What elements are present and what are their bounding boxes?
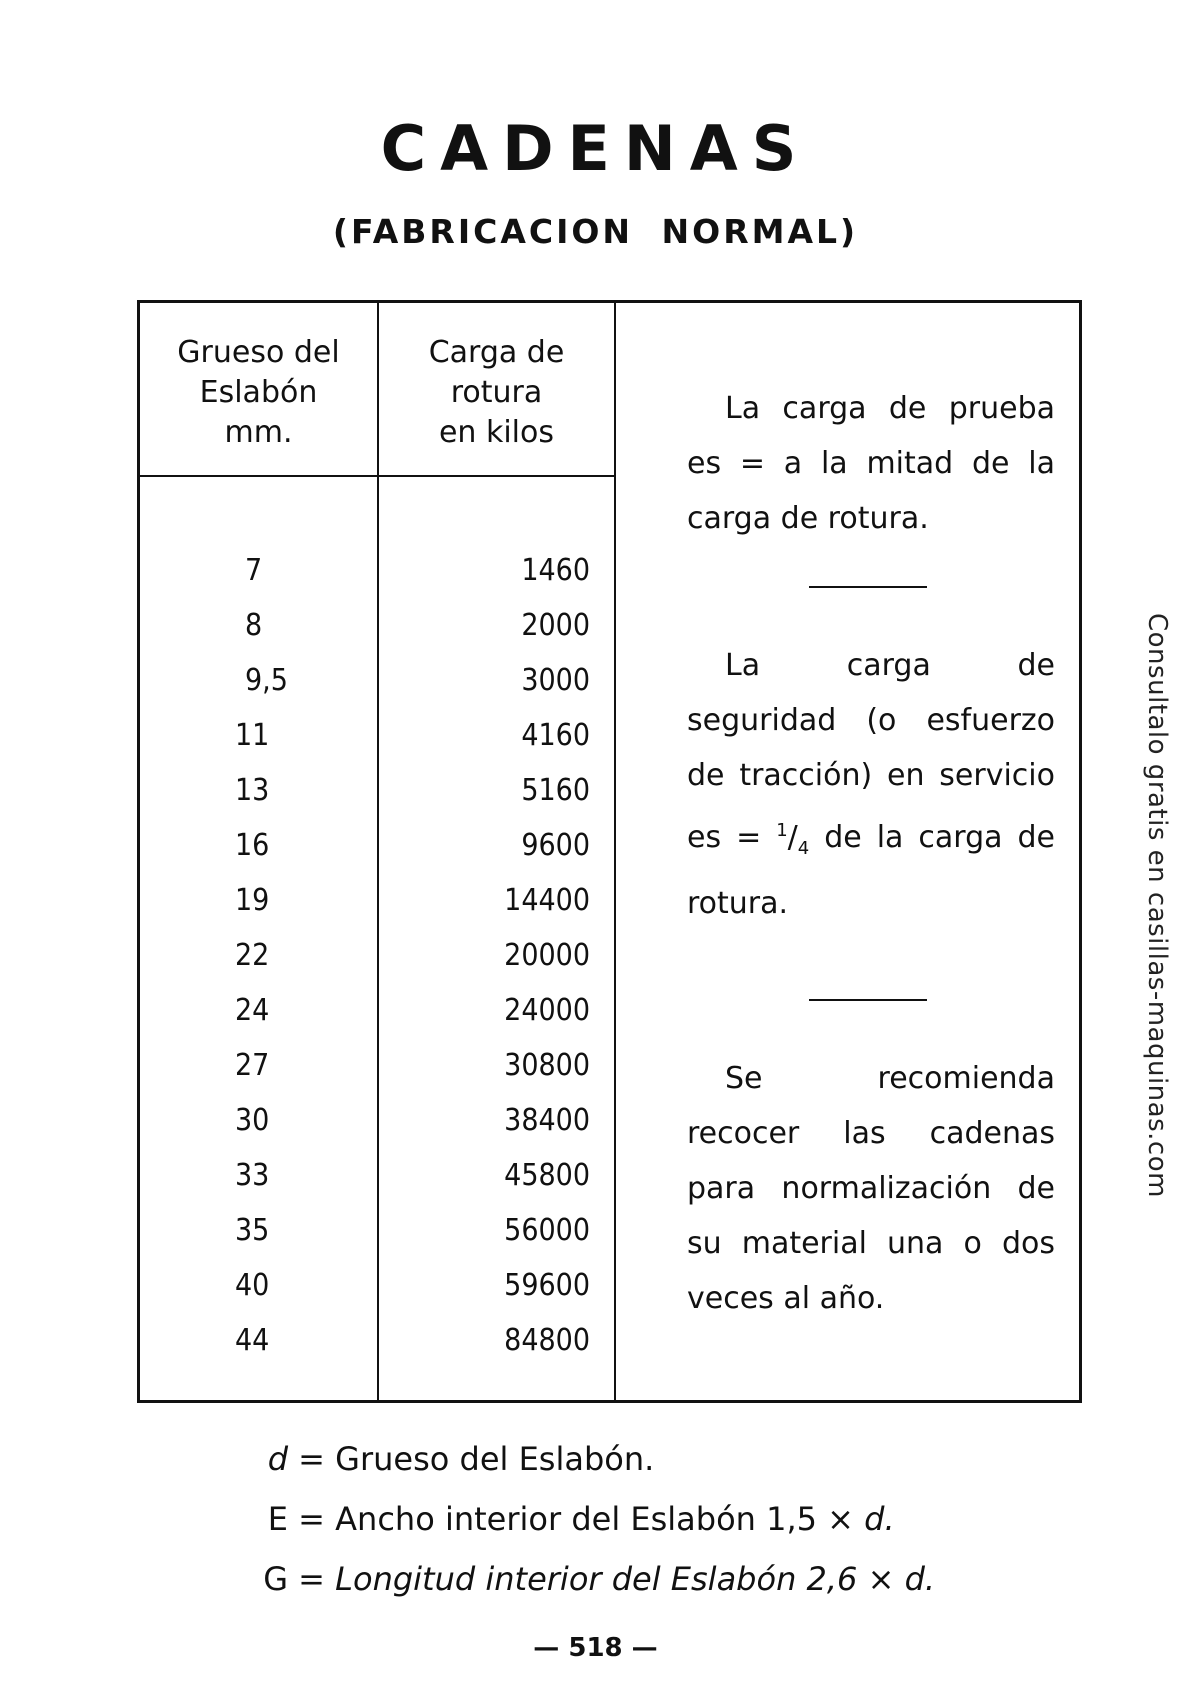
- header-carga-line: rotura: [450, 375, 543, 410]
- grueso-value: 19: [235, 883, 270, 918]
- carga-value: 20000: [504, 938, 590, 973]
- side-watermark: Consultalo gratis en casillas-maquinas.com: [1142, 613, 1172, 1198]
- carga-value: 14400: [504, 883, 590, 918]
- grueso-value: 35: [235, 1213, 270, 1248]
- header-divider: [140, 475, 616, 477]
- footer-variable: d.: [904, 1560, 936, 1598]
- grueso-value: 30: [235, 1103, 270, 1138]
- chain-table: [137, 300, 1082, 1403]
- header-carga-line: en kilos: [438, 415, 555, 450]
- grueso-value: 8: [245, 608, 263, 643]
- footer-text: = Ancho interior del Eslabón 1,5 ×: [298, 1500, 865, 1538]
- note-seguridad: La carga de seguridad (o esfuerzo de tracción) en servicio es = $^1/_4$ de la carga de rotura.: [687, 648, 1055, 921]
- page-subtitle: (FABRICACION NORMAL): [332, 212, 859, 251]
- header-carga: [379, 333, 614, 453]
- footer-definition-g: [248, 1560, 935, 1598]
- page-number: — 518 —: [533, 1633, 658, 1663]
- carga-value: 56000: [504, 1213, 590, 1248]
- carga-value: 2000: [521, 608, 590, 643]
- note-seguridad-text-end: de la carga de rotura.: [687, 820, 1055, 921]
- grueso-value: 27: [235, 1048, 270, 1083]
- footer-text: = Grueso del Eslabón.: [298, 1440, 655, 1478]
- carga-column: [460, 543, 590, 1368]
- grueso-value: 9,5: [245, 663, 288, 698]
- carga-value: 4160: [521, 718, 590, 753]
- footer-symbol: G: [263, 1560, 288, 1598]
- carga-value: 45800: [504, 1158, 590, 1193]
- grueso-value: 16: [235, 828, 270, 863]
- fraction-numerator: 1: [776, 820, 788, 841]
- carga-value: 3000: [521, 663, 590, 698]
- header-grueso-line: Grueso del: [177, 335, 340, 370]
- notes-column: [687, 381, 1055, 1326]
- footer-variable: d.: [864, 1500, 895, 1538]
- footer-symbol: d: [267, 1440, 288, 1478]
- carga-value: 30800: [504, 1048, 590, 1083]
- grueso-value: 7: [245, 553, 263, 588]
- carga-value: 38400: [504, 1103, 590, 1138]
- carga-value: 9600: [521, 828, 590, 863]
- grueso-value: 33: [235, 1158, 270, 1193]
- carga-value: 84800: [504, 1323, 590, 1358]
- carga-value: 1460: [521, 553, 590, 588]
- grueso-value: 44: [235, 1323, 270, 1358]
- carga-value: 24000: [504, 993, 590, 1028]
- note-recocer: Se recomienda recocer las cadenas para normalización de su material una o dos veces al año.: [687, 1061, 1055, 1316]
- grueso-value: 24: [235, 993, 270, 1028]
- column-divider-1: [377, 303, 379, 1400]
- grueso-value: 22: [235, 938, 270, 973]
- note-prueba: La carga de prueba es = a la mitad de la carga de rotura.: [687, 391, 1055, 536]
- footer-text: = Longitud interior del Eslabón 2,6 ×: [298, 1560, 905, 1598]
- grueso-value: 40: [235, 1268, 270, 1303]
- footer-symbol: E: [267, 1500, 288, 1538]
- carga-value: 5160: [521, 773, 590, 808]
- header-carga-line: Carga de: [428, 335, 565, 370]
- carga-value: 59600: [504, 1268, 590, 1303]
- note-seguridad-text: La carga de seguridad (o esfuerzo de tracción) en servicio es =: [687, 648, 1055, 855]
- grueso-column: [235, 543, 315, 1368]
- page-title: CADENAS: [380, 112, 811, 185]
- header-grueso-line: mm.: [224, 415, 293, 450]
- footer-definition-e: [248, 1500, 895, 1538]
- column-divider-2: [614, 303, 616, 1400]
- fraction-denominator: 4: [797, 838, 810, 859]
- grueso-value: 11: [235, 718, 270, 753]
- grueso-value: 13: [235, 773, 270, 808]
- header-grueso-line: Eslabón: [199, 375, 318, 410]
- header-grueso: [140, 333, 377, 453]
- footer-definition-d: [248, 1440, 654, 1478]
